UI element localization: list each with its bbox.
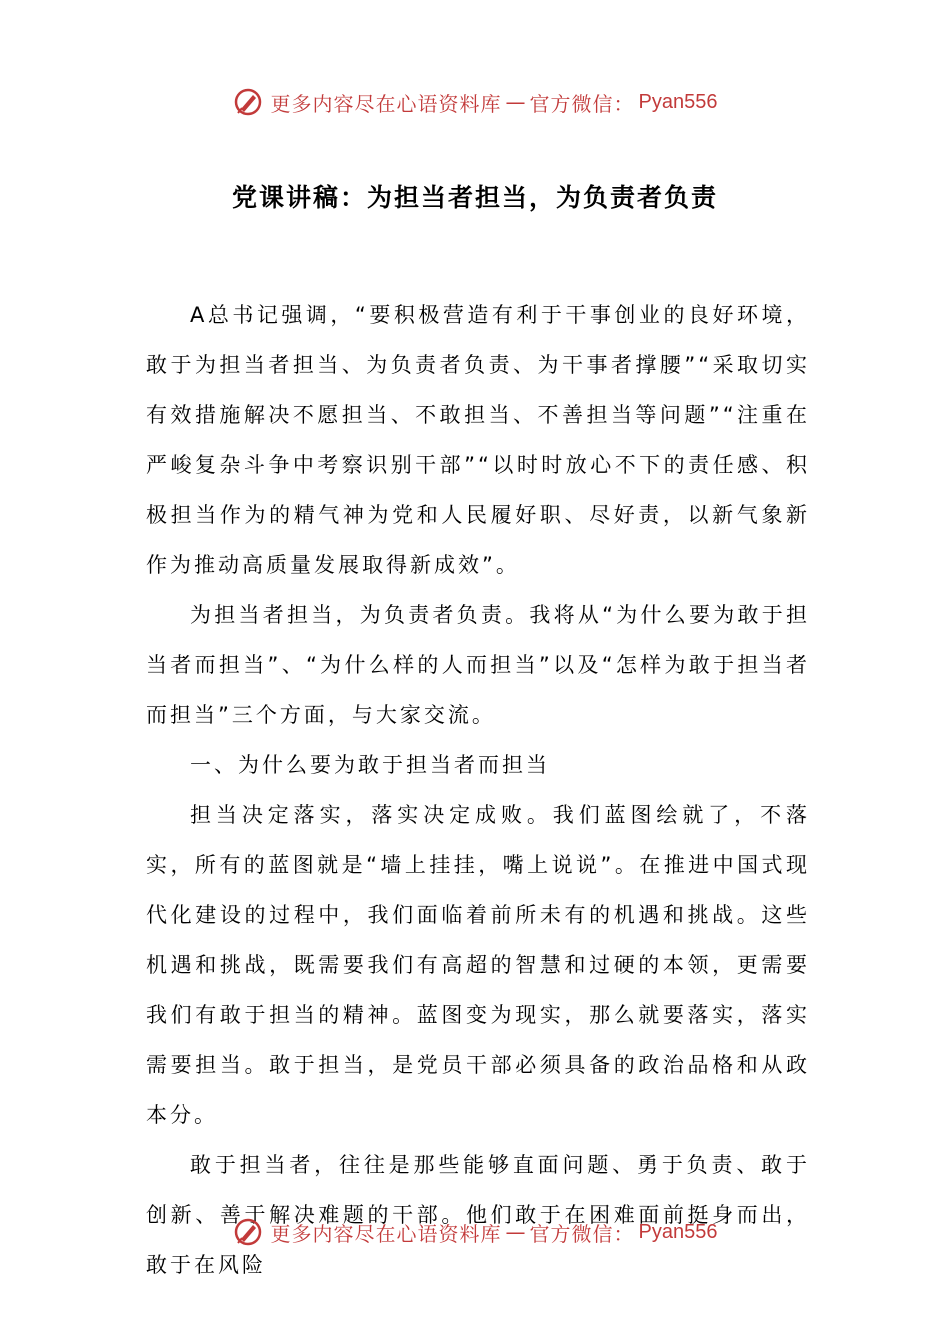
pen-logo-icon — [233, 87, 263, 117]
wechat-id: Pyan556 — [638, 1220, 718, 1243]
document-body — [146, 290, 810, 1290]
paragraph: 担当决定落实，落实决定成败。我们蓝图绘就了，不落实，所有的蓝图就是“墙上挂挂，嘴上说说”。在推进中国式现代化建设的过程中，我们面临着前所未有的机遇和挑战。这些机遇和挑战，既需要我们有高超的智慧和过硬的本领，更需要我们有敢于担当的精神。蓝图变为现实，那么就要落实，落实需要担当。敢于担当，是党员干部必须具备的政治品格和从政本分。 — [146, 803, 810, 1127]
header-watermark — [0, 82, 950, 122]
document-title: 党课讲稿：为担当者担当，为负责者负责 — [231, 183, 718, 212]
pen-logo-icon — [233, 1217, 263, 1247]
site-name: 更多内容尽在心语资料库 — [270, 91, 502, 116]
footer-watermark — [0, 1212, 950, 1252]
wechat-label: 官方微信： — [529, 91, 635, 116]
wechat-id: Pyan556 — [638, 90, 718, 113]
paragraph: 敢于担当者，往往是那些能够直面问题、勇于负责、敢于创新、善于解决难题的干部。他们敢于在困难面前挺身而出，敢于在风险 — [146, 1153, 810, 1277]
paragraph: 为担当者担当，为负责者负责。我将从“为什么要为敢于担当者而担当”、“为什么样的人而担当”以及“怎样为敢于担当者而担当”三个方面，与大家交流。 — [146, 603, 810, 727]
separator: — — [505, 1220, 526, 1244]
separator: — — [505, 90, 526, 114]
paragraph: A总书记强调，“要积极营造有利于干事创业的良好环境，敢于为担当者担当、为负责者负责、为干事者撑腰”“采取切实有效措施解决不愿担当、不敢担当、不善担当等问题”“注重在严峻复杂斗争中考察识别干部”“以时时放心不下的责任感、积极担当作为的精气神为党和人民履好职、尽好责，以新气象新作为推动高质量发展取得新成效”。 — [146, 303, 810, 577]
wechat-label: 官方微信： — [529, 1221, 635, 1246]
site-name: 更多内容尽在心语资料库 — [270, 1221, 502, 1246]
section-heading: 一、为什么要为敢于担当者而担当 — [190, 753, 550, 777]
